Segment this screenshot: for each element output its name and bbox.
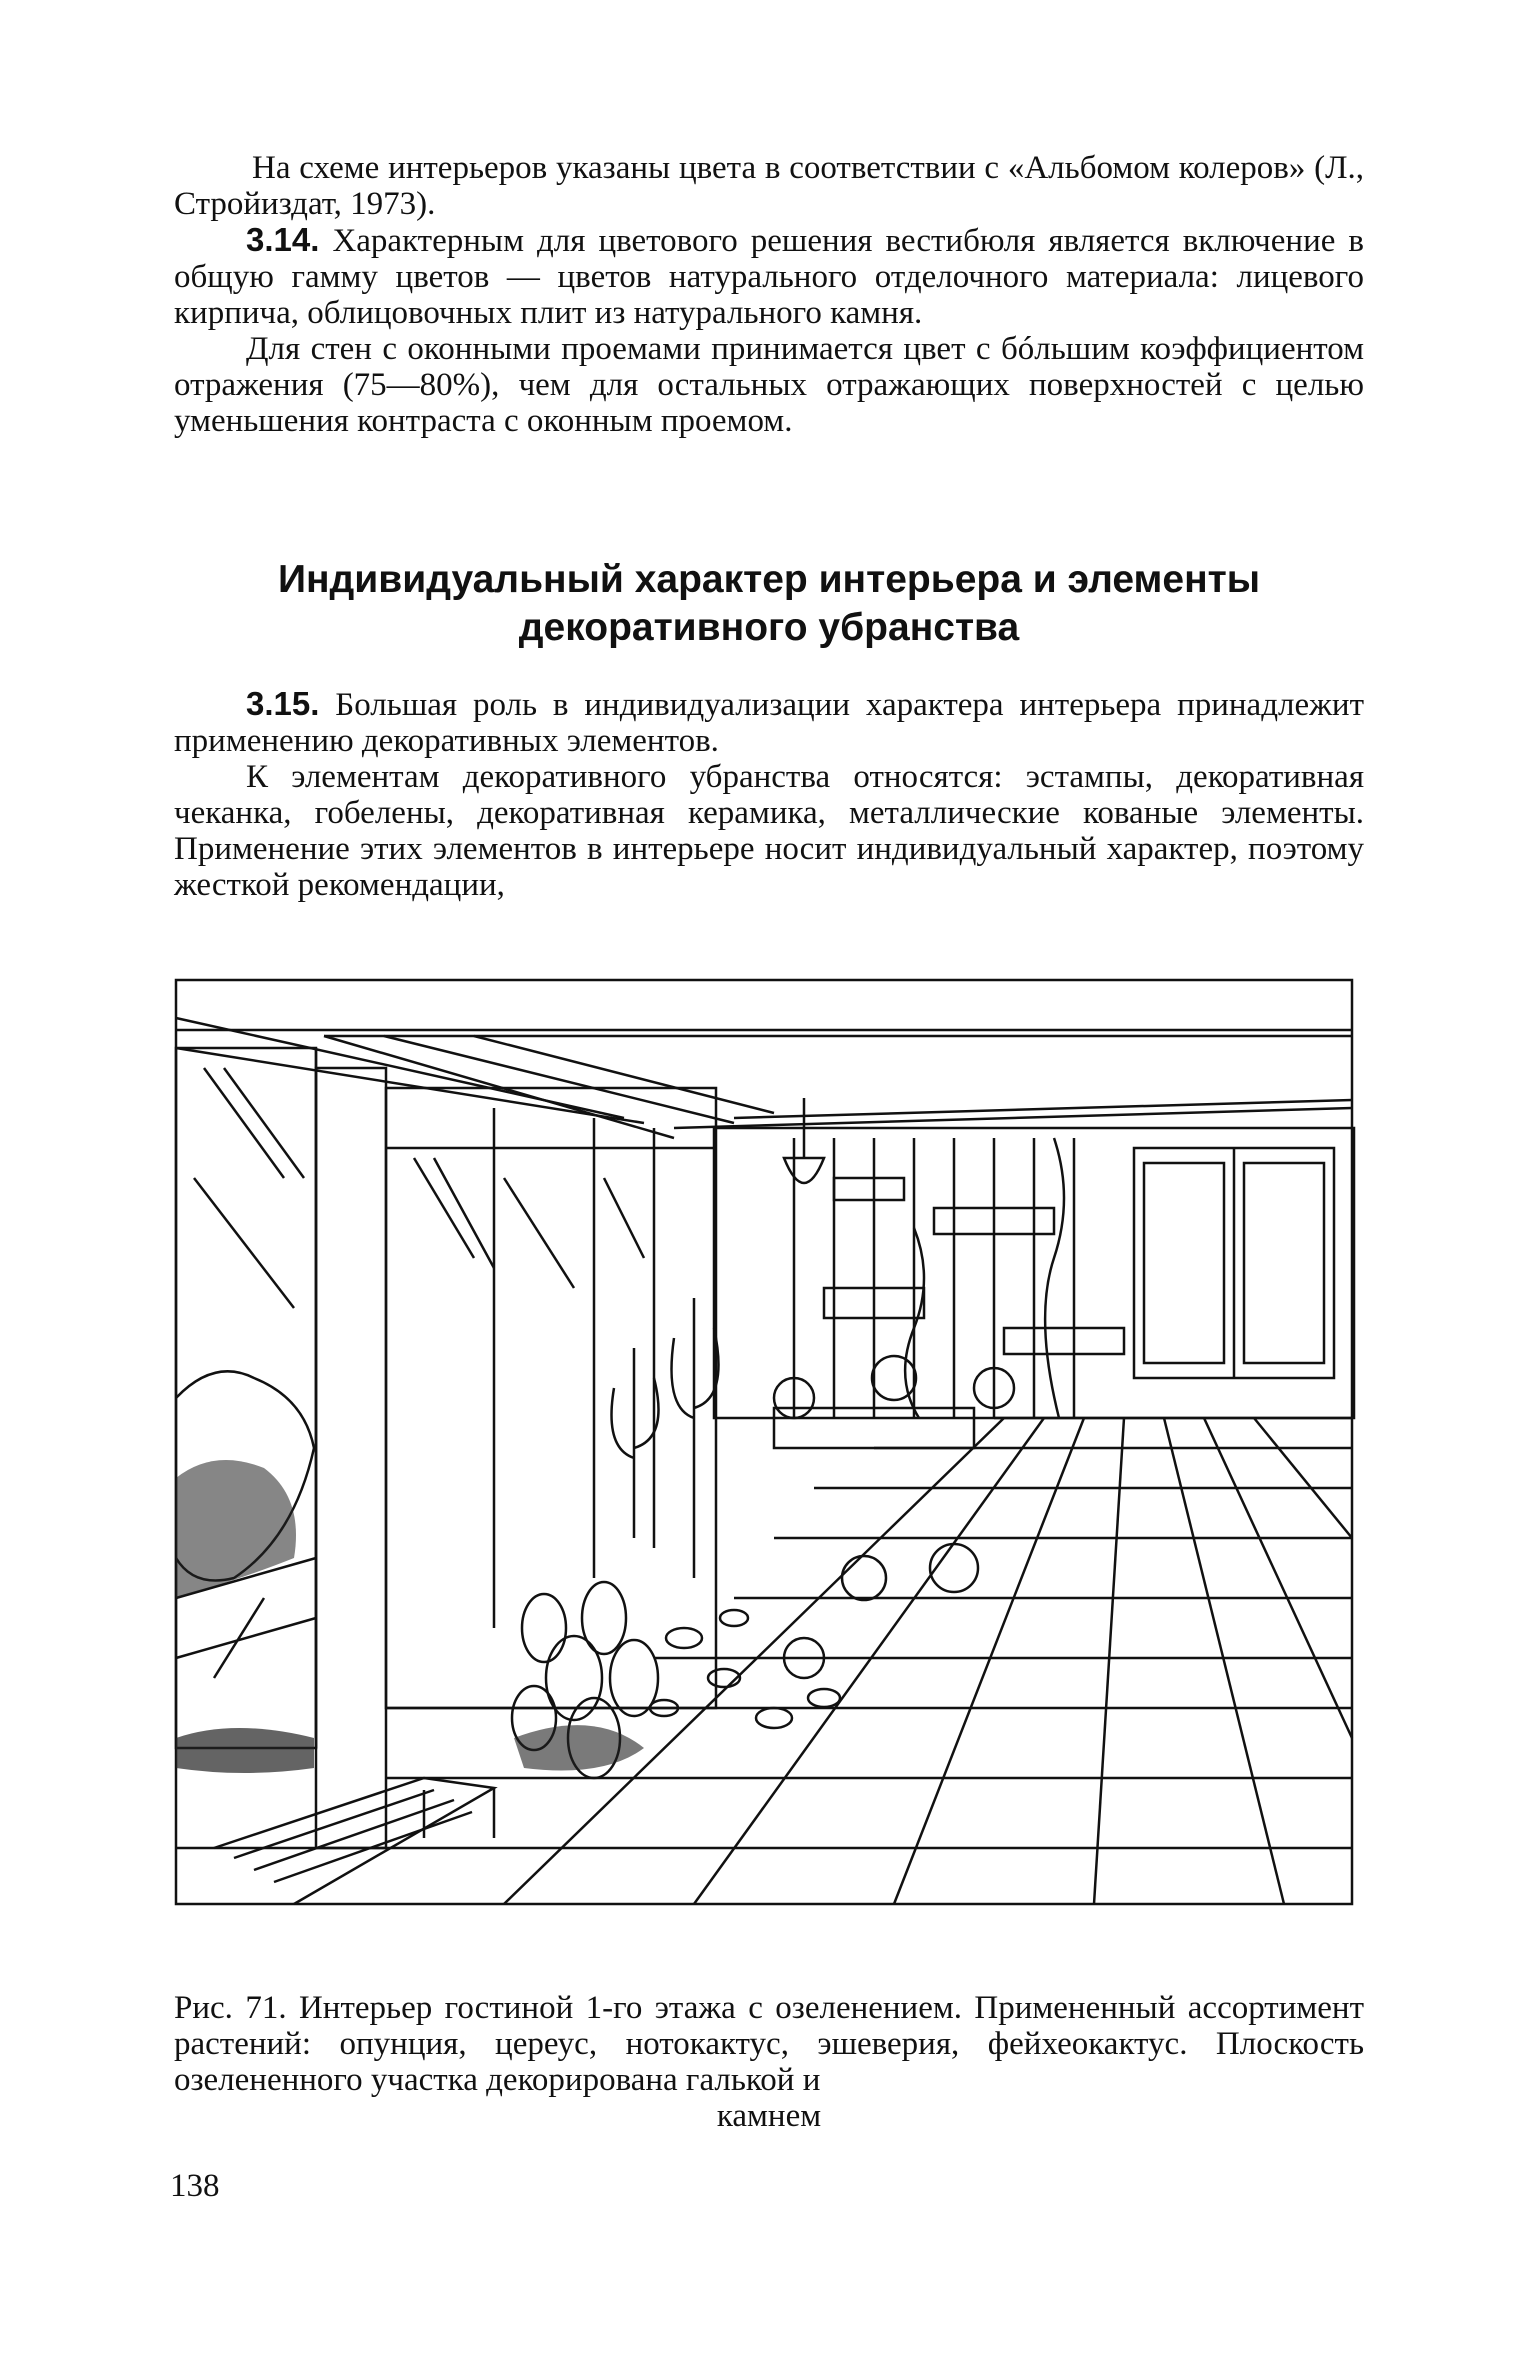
intro-paragraph-2-text: Характерным для цветового решения вестибюля является включение в общую гамму цветов — цветов натурального отделочного материала: лицевого кирпича, облицовочных плит из натурального камня. (174, 223, 1365, 331)
interior-drawing (174, 978, 1356, 1908)
intro-text (174, 150, 1364, 439)
page-number: 138 (170, 2168, 220, 2204)
cereus-cactus (612, 1348, 659, 1538)
interior-illustration (174, 978, 1356, 1908)
hanging-plant (784, 1098, 824, 1183)
section-heading: Индивидуальный характер интерьера и элементы декоративного убранства (277, 558, 1261, 649)
clause-number-3-14: 3.14. (246, 221, 320, 258)
section-text (174, 686, 1364, 903)
clause-number-3-15: 3.15. (246, 685, 320, 722)
figure-caption-tail: камнем (716, 2098, 822, 2134)
intro-paragraph-1: На схеме интерьеров указаны цвета в соответствии с «Альбомом колеров» (Л., Стройиздат, 1973). (174, 150, 1364, 222)
section-paragraph-2: К элементам декоративного убранства относятся: эстампы, декоративная чеканка, гобелены, декоративная керамика, металлические кованые элементы. Применение этих элементов в интерьере носит индивидуальный характер, поэтому жесткой рекомендации, (174, 759, 1364, 903)
intro-paragraph-3: Для стен с оконными проемами принимается цвет с бóльшим коэффициентом отражения (75—80%), чем для остальных отражающих поверхностей с целью уменьшения контраста с оконным проемом. (174, 331, 1364, 439)
section-paragraph-1-text: Большая роль в индивидуализации характера интерьера принадлежит применению декоративных элементов. (174, 687, 1364, 759)
figure-caption: Рис. 71. Интерьер гостиной 1-го этажа с озеленением. Примененный ассортимент растений: опунция, цереус, нотокактус, эшеверия, фейхеокактус. Плоскость озелененного участка декорирована галькой и (174, 1990, 1364, 2098)
intro-paragraph-2 (174, 222, 1364, 331)
bench (214, 1778, 494, 1904)
center-window (386, 1088, 716, 1708)
figure-frame (176, 980, 1352, 1904)
pillar (316, 1068, 386, 1848)
left-window (176, 1048, 316, 1748)
section-paragraph-1 (174, 686, 1364, 759)
